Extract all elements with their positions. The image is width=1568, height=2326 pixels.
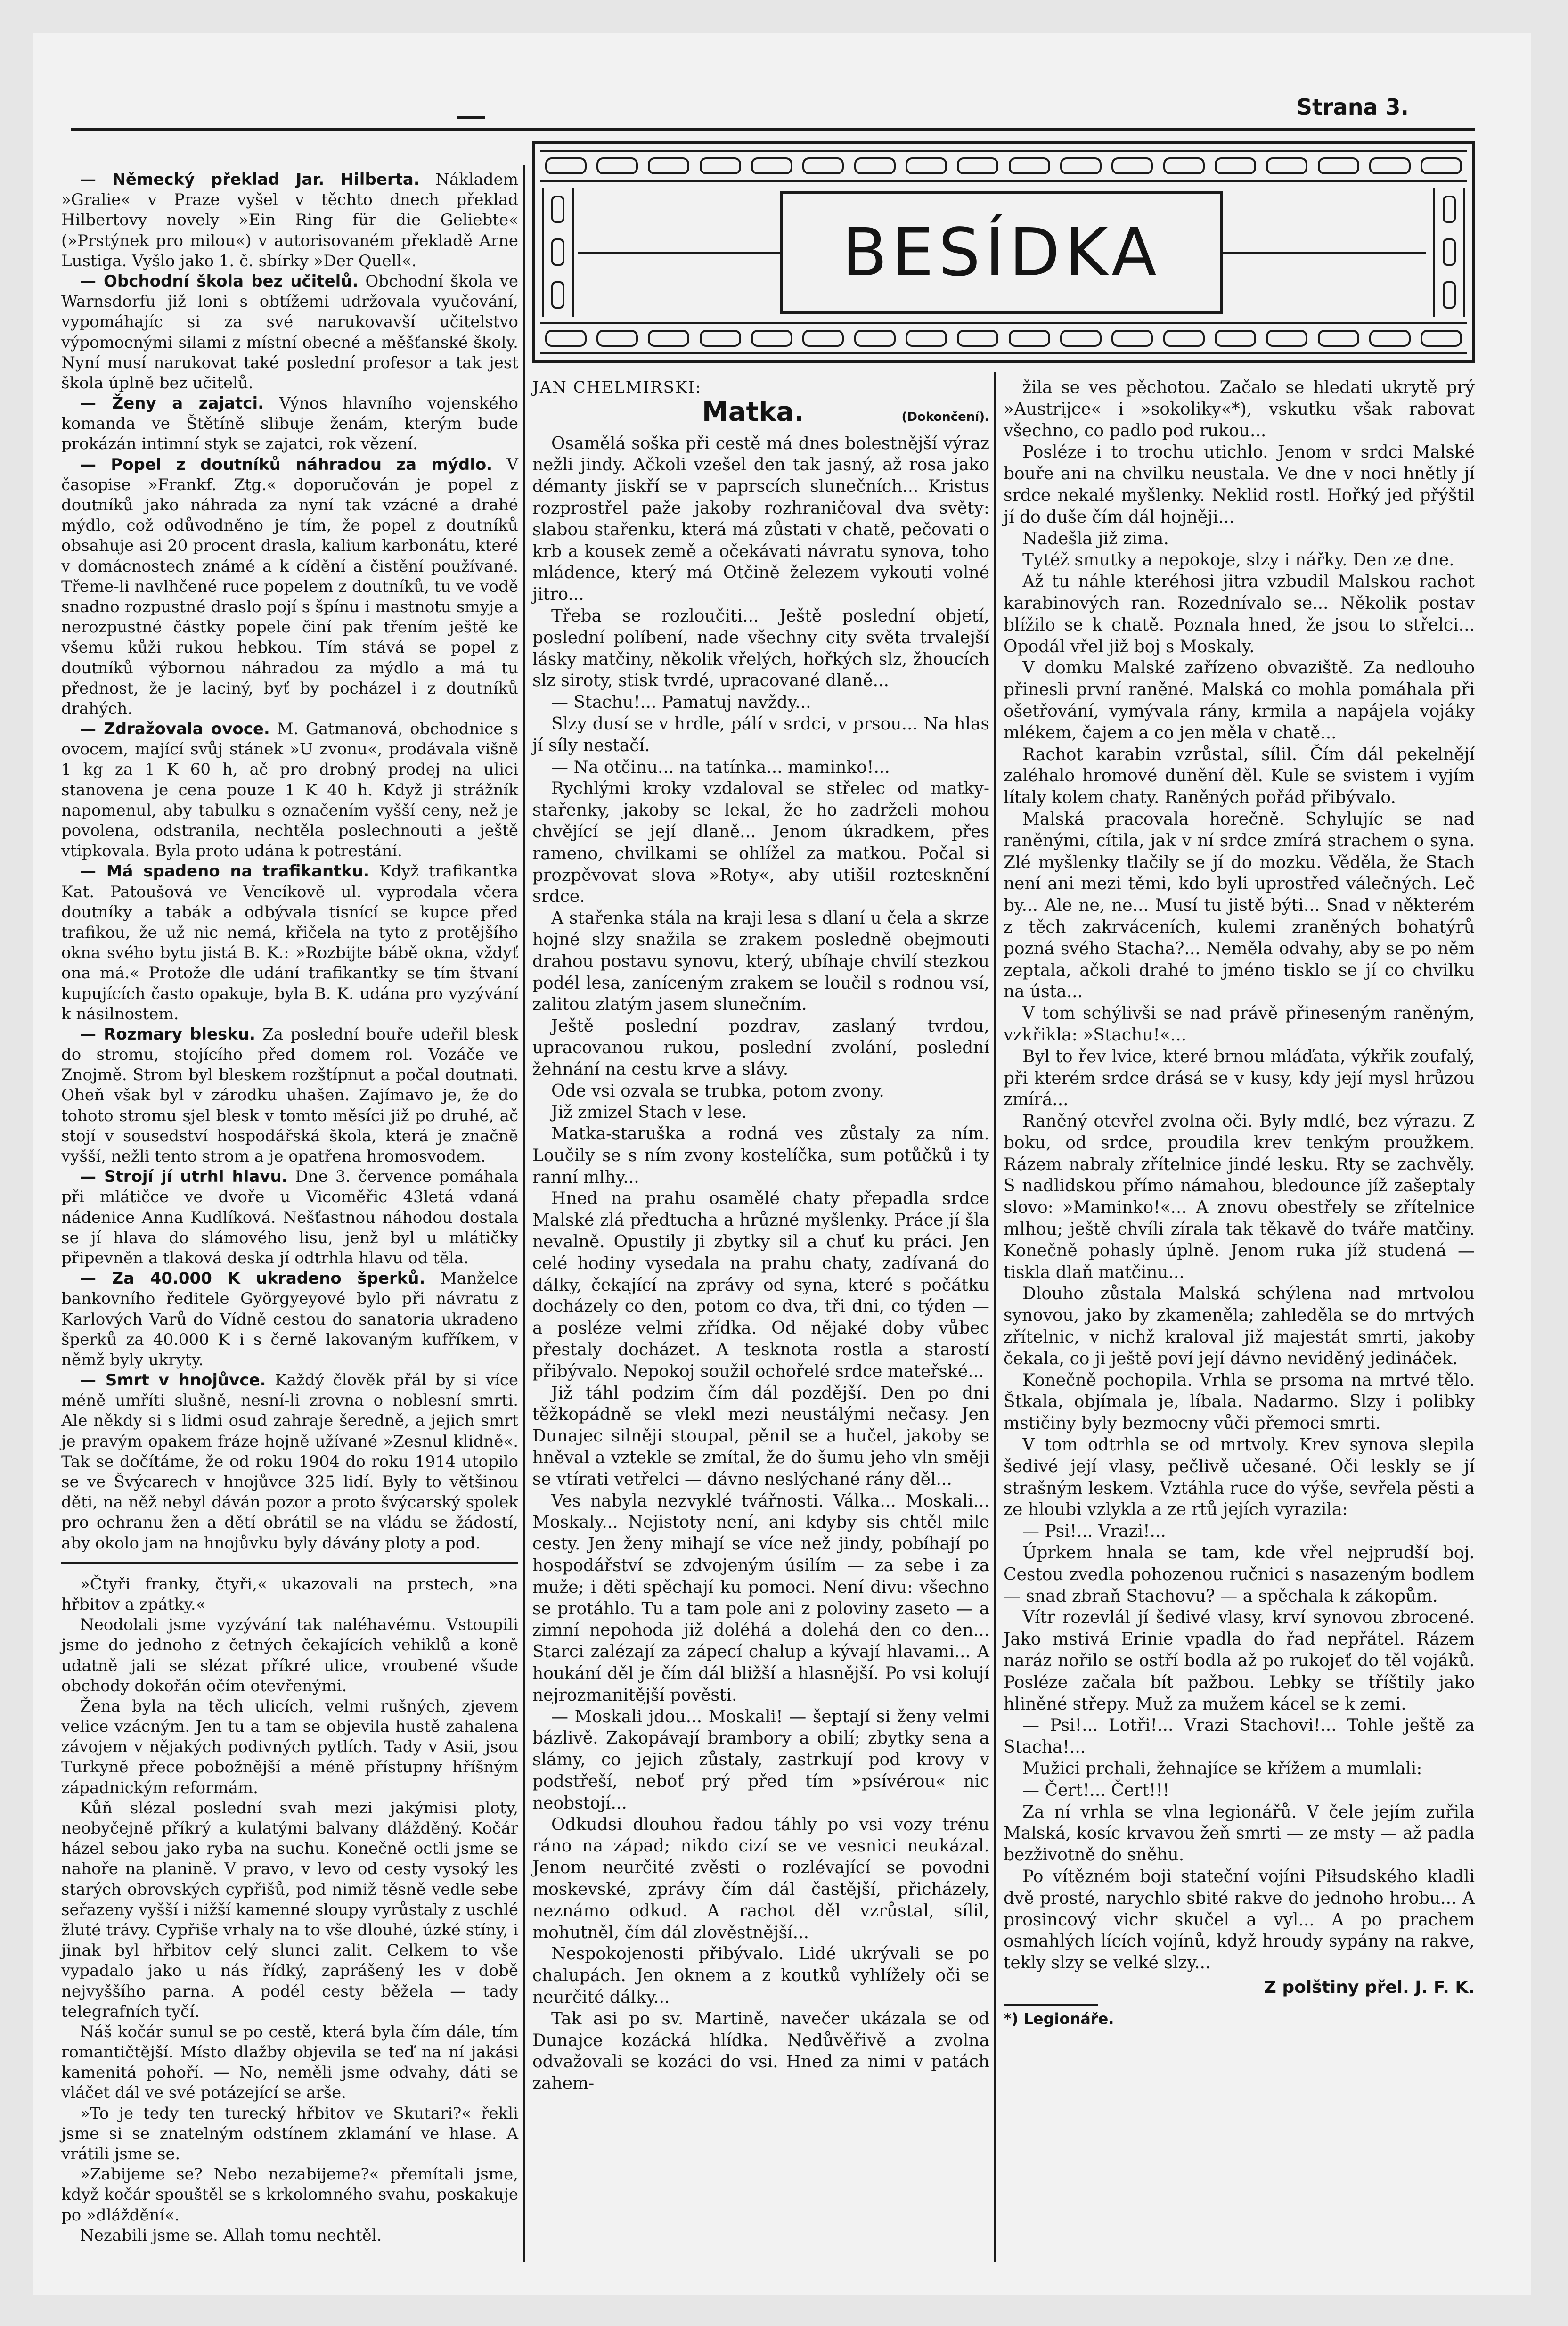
paragraph: Úprkem hnala se tam, kde vřel nejprudší boj. Cestou zvedla pohozenou ručnici s nasazeným bodlem — snad zbraň Stachovu? — a spěchala k zákopům. bbox=[1004, 1543, 1475, 1606]
story-heading bbox=[532, 396, 989, 428]
paragraph: Tytéž smutky a nepokoje, slzy i nářky. Den ze dne. bbox=[1022, 550, 1454, 570]
news-headline: — Ženy a zajatci. bbox=[80, 394, 264, 413]
paragraph: Rachot karabin vzrůstal, sílil. Čím dál pekelnějí zaléhalo hromové dunění děl. Kule se svistem i vyjím lítaly kolem chaty. Raněných pořád přibývalo. bbox=[1004, 745, 1475, 808]
paragraph: Neodolali jsme vyzývání tak naléhavému. Vstoupili jsme do jednoho z četných čekajících vehiklů a koně udatně jali se slézat příkré ulice, vroubené všude obchody dokořán očím otevřenými. bbox=[61, 1615, 518, 1695]
story-title: Matka. bbox=[702, 396, 804, 427]
paragraph: V domku Malské zařízeno obvaziště. Za nedlouho přinesli první raněné. Malská co mohla pomáhala při ošetřování, vymývala rány, krmila a napájela vojáky mlékem, čajem a co jen měla v chatě... bbox=[1004, 658, 1475, 743]
paragraph: V tom schýlivši se nad právě přineseným raněným, vzkřikla: »Stachu!«... bbox=[1004, 1004, 1475, 1045]
column-divider-2 bbox=[994, 372, 996, 2262]
news-item bbox=[61, 1269, 518, 1370]
paragraph: Rychlými kroky vzdaloval se střelec od matky-stařenky, jakoby se lekal, že ho zadrželi mohou chvějící se její dlaně... Jenom úkradkem, přes rameno, chvilkami se ohlížel za matkou. Počal si prozpěvovat slova »Roty«, aby utišil roztesknění srdce. bbox=[532, 779, 989, 907]
footnote-rule bbox=[1004, 2004, 1098, 2006]
section-divider bbox=[61, 1562, 518, 1564]
paragraph: Ještě poslední pozdrav, zaslaný tvrdou, upracovanou rukou, poslední zvolání, poslední žehnání na cestu krve a slávy. bbox=[532, 1016, 989, 1079]
page-header bbox=[33, 85, 1446, 137]
paragraph: Mužici prchali, žehnajíce se křížem a mumlali: bbox=[1022, 1759, 1422, 1778]
paragraph: V tom odtrhla se od mrtvoly. Krev synova slepila šedivé její vlasy, pečlivě učesané. Oči leskly se jí strašným leskem. Vztáhla ruce do výše, sevřela pěsti a ze hloubi vzlykla a ze rtů jejích vyrazila: bbox=[1004, 1435, 1475, 1520]
paragraph: Tak asi po sv. Martině, navečer ukázala se od Dunajce kozácká hlídka. Nedůvěřivě a zvolna odvažovali se kozáci do vsi. Hned za nimi v patách zahem- bbox=[532, 2009, 989, 2094]
paragraph: Za ní vrhla se vlna legionářů. V čele jejím zuřila Malská, kosíc krvavou žeň smrti — ze msty — až padla bezživotně do sněhu. bbox=[1004, 1802, 1475, 1865]
banner-line-left bbox=[578, 252, 780, 254]
paragraph: Odkudsi dlouhou řadou táhly po vsi vozy trénu ráno na západ; nikdo cizí se ve vesnici neukázal. Jenom neurčité zvěsti o rozlévající se povodni moskevské, zprávy čím dál častější, přicházely, neznámo odkud. A rachot děl vzrůstal, sílil, mohutněl, čím dál zlověstnější... bbox=[532, 1815, 989, 1942]
news-text: Obchodní škola ve Warnsdorfu již loni s obtížemi udržovala vyučování, vypomáhajíc si za své narukovavší učitelstvo výpomocnými silami z místní obecné a měšťanské školy. Nyní musí narukovat také poslední profesor a tak jest škola úplně bez učitelů. bbox=[61, 271, 518, 393]
news-item bbox=[61, 393, 518, 455]
paragraph: žila se ves pěchotou. Začalo se hledati ukrytě prý »Austrijce« i »sokoliky«*), vskutku však rabovat všechno, co padlo pod rukou... bbox=[1004, 378, 1475, 441]
news-text: V časopise »Frankf. Ztg.« doporučován je popel z doutníků jako náhrada za nyní tak vzácné a drahé mýdlo, což odůvodněno je tím, že popel z doutníků obsahuje asi 20 procent drasla, kalium karbonátu, které v domácnostech známé a k cídění a čistění používané. Třeme-li navlhčené ruce popelem z doutníků, tu ve vodě snadno rozpustné draslo pojí s špínu i mastnotu smyje a nerozpustné částky popele činí pak třením ještě ke všemu kůži rukou hebkou. Tím stává se popel z doutníků výbornou náhradou za mýdlo a má tu přednost, že je laciný, byť by pocházel i z doutníků drahých. bbox=[61, 455, 518, 718]
news-headline: — Smrt v hnojůvce. bbox=[80, 1371, 266, 1390]
paragraph: — Čert!... Čert!!! bbox=[1022, 1780, 1170, 1800]
story-note: (Dokončení). bbox=[901, 410, 989, 424]
paragraph: »Zabijeme se? Nebo nezabijeme?« přemítali jsme, když kočár spouštěl se s krkolomného svahu, poskakuje po »dláždění«. bbox=[61, 2165, 518, 2225]
paragraph: Náš kočár sunul se po cestě, která byla čím dále, tím romantičtější. Místo dlažby objevila se teď na ní jakási kamenitá pohoří. — No, neměli jsme odvahy, dáti se vláčet dál ve své potázející se arše. bbox=[61, 2022, 518, 2103]
paragraph: Třeba se rozloučiti... Ještě poslední objetí, poslední políbení, nade všechny city světa trvalejší lásky matčiny, několik vřelých, hořkých slz, žhoucích slz siroty, stisk tvrdé, upracované dlaně... bbox=[532, 606, 989, 691]
paragraph: Po vítězném boji stateční vojíni Piłsudského kladli dvě prosté, narychlo sbité rakve do jednoho hrobu... A prosincový vichr skučel a vyl... A po prachem osmahlých lících vojínů, když hroudy sypány na rakve, tekly slzy se velké slzy... bbox=[1004, 1867, 1475, 1973]
story-text-2 bbox=[1004, 377, 1475, 1974]
news-item bbox=[61, 271, 518, 393]
footnote: *) Legionáře. bbox=[1004, 2009, 1114, 2028]
news-headline: — Má spadeno na trafikantku. bbox=[80, 862, 370, 881]
story-column-1 bbox=[532, 377, 989, 2095]
news-item bbox=[61, 1370, 518, 1554]
news-headline: — Rozmary blesku. bbox=[80, 1024, 256, 1044]
besidka-banner bbox=[532, 141, 1475, 363]
paragraph: Byl to řev lvice, které brnou mláďata, výkřik zoufalý, při kterém srdce drásá se v kusy, kdy její mysl hrůzou zmírá... bbox=[1004, 1047, 1475, 1110]
banner-line-right bbox=[1223, 252, 1426, 254]
banner-title-box bbox=[780, 191, 1223, 314]
paragraph: — Na otčinu... na tatínka... maminko!... bbox=[551, 757, 890, 777]
news-headline: — Německý překlad Jar. Hilberta. bbox=[80, 170, 420, 189]
column-divider-1 bbox=[523, 165, 525, 2262]
news-headline: — Popel z doutníků náhradou za mýdlo. bbox=[80, 455, 493, 474]
paragraph: A stařenka stála na kraji lesa s dlaní u čela a skrze hojné slzy snažila se zrakem posledně obejmouti drahou postavu synovu, který, ubíhaje chvilí stezkou podél lesa, zaníceným zrakem se loučil s rodnou vsí, zalitou zlatým jasem slunečním. bbox=[532, 909, 989, 1015]
paragraph: »Čtyři franky, čtyři,« ukazovali na prstech, »na hřbitov a zpátky.« bbox=[61, 1574, 518, 1614]
news-text: M. Gatmanová, obchodnice s ovocem, mající svůj stánek »U zvonu«, prodávala višně 1 kg za 1 K 60 h, ač pro drobný prodej na ulici stanovena je cena pouze 1 K 40 h. Když ji strážník napomenul, aby tabulku s označením vyšší ceny, než je povolena, odstranila, nechtěla poslechnouti a ještě vtipkovala. Byla proto udána k potrestání. bbox=[61, 720, 518, 861]
ornament-band-bottom bbox=[540, 322, 1467, 354]
header-rule bbox=[71, 128, 1475, 131]
news-item bbox=[61, 1167, 518, 1269]
paragraph: Slzy dusí se v hrdle, pálí v srdci, v prsou... Na hlas jí síly nestačí. bbox=[532, 714, 989, 755]
news-headline: — Obchodní škola bez učitelů. bbox=[80, 271, 359, 291]
ornament-band-top bbox=[540, 150, 1467, 182]
print-specks bbox=[457, 104, 514, 123]
news-text: Dne 3. července pomáhala při mlátičce ve dvoře u Vicoměřic 43letá vdaná nádenice Anna Kudlíková. Nešťastnou náhodou dostala se jí hlava do slámového lisu, jenž byl u mlátičky připevněn a tlaková deska jí odtrhla hlavu od těla. bbox=[61, 1167, 518, 1268]
paragraph: Raněný otevřel zvolna oči. Byly mdlé, bez výrazu. Z boku, od srdce, proudila krev tenkým proužkem. Rázem nabraly zřítelnice jindé lesku. Rty se zachvěly. S nadlidskou přímo námahou, bledounce jíž zašeptaly slovo: »Maminko!«... A znovu obestřely se zřítelnice mlhou; ještě chvíli zírala tak těkavě do tváře matčiny. Konečně pohasly úplně. Jenom ruka jíž studená — tiskla dlaň matčinu... bbox=[1004, 1112, 1475, 1282]
page-number: Strana 3. bbox=[1296, 94, 1409, 120]
travel-sketch bbox=[61, 1574, 518, 2246]
story-author: JAN CHELMIRSKI: bbox=[532, 378, 702, 397]
paragraph: Vítr rozevlál jí šedivé vlasy, krví synovou zbrocené. Jako mstivá Erinie vpadla do řad nepřátel. Rázem naráz nořilo se ostří bodla až po rukojeť do těl vojáků. Posléze začala bít pažbou. Lebky se tříštily jako hliněné střepy. Muž za mužem kácel se k zemi. bbox=[1004, 1608, 1475, 1714]
banner-title: BESÍDKA bbox=[842, 214, 1161, 291]
paragraph: Konečně pochopila. Vrhla se prsoma na mrtvé tělo. Štkala, objímala je, líbala. Nadarmo. Slzy i polibky mstičiny byly bezmocny vůči přemoci smrti. bbox=[1004, 1370, 1475, 1433]
paragraph: Matka-staruška a rodná ves zůstaly za ním. Loučily se s ním zvony kostelíčka, sum potůčků i ty ranní mlhy... bbox=[532, 1124, 989, 1187]
news-headline: — Strojí jí utrhl hlavu. bbox=[80, 1167, 288, 1187]
ornament-side-right bbox=[1433, 188, 1465, 317]
news-item bbox=[61, 719, 518, 861]
paragraph: Posléze i to trochu utichlo. Jenom v srdci Malské bouře ani na chvilku neustala. Ve dne v noci hnětly jí srdce nekalé myšlenky. Neklid rostl. Hořký jed přýštil jí do duše čím dál hojněji... bbox=[1004, 442, 1475, 527]
paragraph: — Stachu!... Pamatuj navždy... bbox=[551, 693, 811, 713]
news-headline: — Zdražovala ovoce. bbox=[80, 720, 270, 739]
news-text: Když trafikantka Kat. Patoušová ve Vencíkově ul. vyprodala včera doutníky a tabák a odbývala tisnící se kupce před trafikou, že už nic nemá, křičela na tyto z protějšího okna svého bytu jistá B. K.: »Rozbijte bábě okna, vždyť ona má.« Protože dle udání trafikantky se tím štvaní kupujících často opakuje, byla B. K. udána pro vyzývání k násilnostem. bbox=[61, 862, 518, 1024]
news-text: Manželce bankovního ředitele Györgyeyové bylo při návratu z Karlových Varů do Vídně cestou do sanatoria ukradeno šperků za 40.000 K i s černě lakovaným kufříkem, v němž byly ukryty. bbox=[61, 1269, 518, 1369]
paragraph: Nadešla již zima. bbox=[1022, 529, 1169, 549]
paragraph: Dlouho zůstala Malská schýlena nad mrtvolou synovou, jako by zkameněla; zahleděla se do mrtvých zřítelnic, v nichž kraloval již majestát smrti, jakoby čekala, co ji ještě poví její dávno neviděný jedináček. bbox=[1004, 1284, 1475, 1368]
news-item bbox=[61, 1024, 518, 1167]
news-headline: — Za 40.000 K ukradeno šperků. bbox=[80, 1269, 425, 1288]
news-text: Každý člověk přál by si více méně umříti slušně, nesní-li zrovna o noblesní smrti. Ale někdy si s lidmi osud zahraje šeredně, a jejich smrt je pravým opakem fráze hojně užívané »Zesnul klidně«. Tak se dočítáme, že od roku 1904 do roku 1914 utopilo se ve Švýcarech v hnojůvce 325 lidí. Byly to většinou děti, na něž nebyl dáván pozor a proto švýcarský spolek pro ochranu žen a dětí obrátil se na vládu se žádostí, aby okolo jam na hnojůvku byly dávány ploty a pod. bbox=[61, 1371, 518, 1553]
paragraph: »To je tedy ten turecký hřbitov ve Skutari?« řekli jsme si se znatelným odstínem zklamání ve hlase. A vrátili jsme se. bbox=[61, 2104, 518, 2163]
news-column bbox=[61, 170, 518, 2246]
paragraph: Hned na prahu osamělé chaty přepadla srdce Malské zlá předtucha a hrůzné myšlenky. Práce jí šla nevalně. Opustily ji zbytky sil a chuť ku práci. Jen celé hodiny vysedala na prahu chaty, zadívaná do dálky, čekající na zprávy od syna, které s počátku docházely co den, potom co dva, tři dni, co týden — a posléze velmi zřídka. Od nějaké doby vůbec přestaly docházet. A tesknota rostla a starostí přibývalo. Nepokoj soužil ochořelé srdce mateřské... bbox=[532, 1189, 989, 1381]
news-text: Za poslední bouře udeřil blesk do stromu, stojícího před domem rol. Vozáče ve Znojmě. Strom byl bleskem rozštípnut a počal doutnati. Oheň však byl v zárodku uhašen. Zajímavo je, že do tohoto stromu sjel blesk v tomto měsíci již po druhé, ač stojí v sousedství hospodářská škola, která je značně vyšší, nežli tento strom a je opatřena hromosvodem. bbox=[61, 1024, 519, 1166]
paragraph: Ves nabyla nezvyklé tvářnosti. Válka... Moskali... Moskaly... Nejistoty není, ani kdyby sis chtěl mile cesty. Jen ženy mihají se více než jindy, pobíhají po hospodářství se zdvojeným úsilím — za sebe i za muže; i děti spěchají ku pomoci. Není divu: všechno se protáhlo. Tu a tam pole ani z poloviny zaseto — a zimní nepohoda již doléhá a dolehá den co den... Starci zalézají za zápecí chalup a kývají hlavami... A houkání děl je čím dál bližší a hlasnější. Po vsi kolují nejrozmanitější pověsti. bbox=[532, 1491, 989, 1705]
paragraph: Již táhl podzim čím dál pozdější. Den po dni těžkopádně se vlekl mezi neustálými nečasy. Jen Dunajec silněji stoupal, pěnil se a hučel, jakoby se hněval a vztekle se zmítal, že do šumu jeho vln směji se vtírati vetřelci — dávno neslýchané rány děl... bbox=[532, 1383, 989, 1489]
paragraph: — Psi!... Vrazi!... bbox=[1022, 1522, 1166, 1541]
ornament-side-left bbox=[542, 188, 574, 317]
paragraph: Až tu náhle kteréhosi jitra vzbudil Malskou rachot karabinových ran. Rozednívalo se... Několik postav blížilo se k chatě. Poznala hned, že jsou to střelci... Opodál vřel již boj s Moskaly. bbox=[1004, 572, 1475, 656]
story-text-1 bbox=[532, 433, 989, 2095]
paragraph: — Moskali jdou... Moskali! — šeptají si ženy velmi bázlivě. Zakopávají brambory a obilí; zbytky sena a slámy, co jejich zůstaly, zastrkují pod krovy v podstřeší, neboť prý před tím »psívérou« nic neobstojí... bbox=[532, 1707, 989, 1813]
news-text: Výnos hlavního vojenského komanda ve Štětíně slibuje ženám, kterým bude prokázán intimní styk se zajatci, rok vězení. bbox=[61, 394, 518, 454]
paragraph: — Psi!... Lotři!... Vrazi Stachovi!... Tohle ještě za Stacha!... bbox=[1004, 1716, 1475, 1757]
newspaper-page bbox=[33, 33, 1531, 2295]
paragraph: Žena byla na těch ulicích, velmi rušných, zjevem velice vzácným. Jen tu a tam se objevila hustě zahalena závojem v nějakých podivných pytlích. Tady v Asii, jsou Turkyně přece pobožnější a méně přístupny hříšným západnickým reformám. bbox=[61, 1696, 518, 1797]
news-item bbox=[61, 170, 518, 271]
news-item bbox=[61, 455, 518, 719]
paragraph: Nespokojenosti přibývalo. Lidé ukrývali se po chalupách. Jen oknem a z koutků vyhlížely oči se neurčité dálky... bbox=[532, 1944, 989, 2007]
paragraph: Již zmizel Stach v lese. bbox=[551, 1103, 747, 1122]
paragraph: Kůň slézal poslední svah mezi jakýmisi ploty, neobyčejně příkrý a kulatými balvany dlážděný. Kočár házel sebou jako ryba na suchu. Konečně octli jsme se nahoře na planině. V pravo, v levo od cesty vysoký les starých obrovských cypřišů, pod nimiž těsně vedle sebe seřazeny vyšší i nižší kamenné sloupy vyrůstaly z uschlé žluté trávy. Cypřiše vrhaly na to vše dlouhé, úzké stíny, i jinak byl hřbitov celý slunci zalit. Celkem to vše vypadalo jako u nás řídký, zaprášený les v době nejvyššího parna. A podél cesty běžela — tady telegrafních tyčí. bbox=[61, 1798, 518, 2021]
news-list bbox=[61, 170, 518, 1554]
paragraph: Ode vsi ozvala se trubka, potom zvony. bbox=[551, 1081, 884, 1101]
paragraph: Malská pracovala horečně. Schylujíc se nad raněnými, cítila, jak v ní srdce zmírá strachem o syna. Zlé myšlenky tlačily se jí do mozku. Věděla, že Stach není ani mezi těmi, kdo byli uprostřed válečných. Leč by... Ale ne, ne... Musí tu jistě býti... Snad v některém z těch zakrváceních, kulemi zraněných bohatýrů pozná svého Stacha?... Neměla odvahy, aby se po něm zeptala, ačkoli drahé to jméno tisklo se jí co chvilku na ústa... bbox=[1004, 809, 1475, 1002]
story-column-2 bbox=[1004, 377, 1475, 2030]
paragraph: Nezabili jsme se. Allah tomu nechtěl. bbox=[80, 2226, 382, 2245]
paragraph: Osamělá soška při cestě má dnes bolestnější výraz nežli jindy. Ačkoli vzešel den tak jasný, až rosa jako démanty jiskří se v paprscích slunečních... Kristus rozprostřel paže jakoby rozhraničoval dva světy: slabou stařenku, která má zůstati v chatě, pečovati o krb a kousek země a očekávati návratu synova, toho mládence, který má Otčině železem vykouti volné jitro... bbox=[532, 434, 989, 605]
translator-signature: Z polštiny přel. J. F. K. bbox=[1264, 1977, 1475, 1997]
news-text: Nákladem »Gralie« v Praze vyšel v těchto dnech překlad Hilbertovy novely »Ein Ring für die Geliebte« (»Prstýnek pro milou«) v autorisovaném překladě Arne Lustiga. Vyšlo jako 1. č. sbírky »Der Quell«. bbox=[61, 170, 519, 270]
news-item bbox=[61, 861, 518, 1024]
